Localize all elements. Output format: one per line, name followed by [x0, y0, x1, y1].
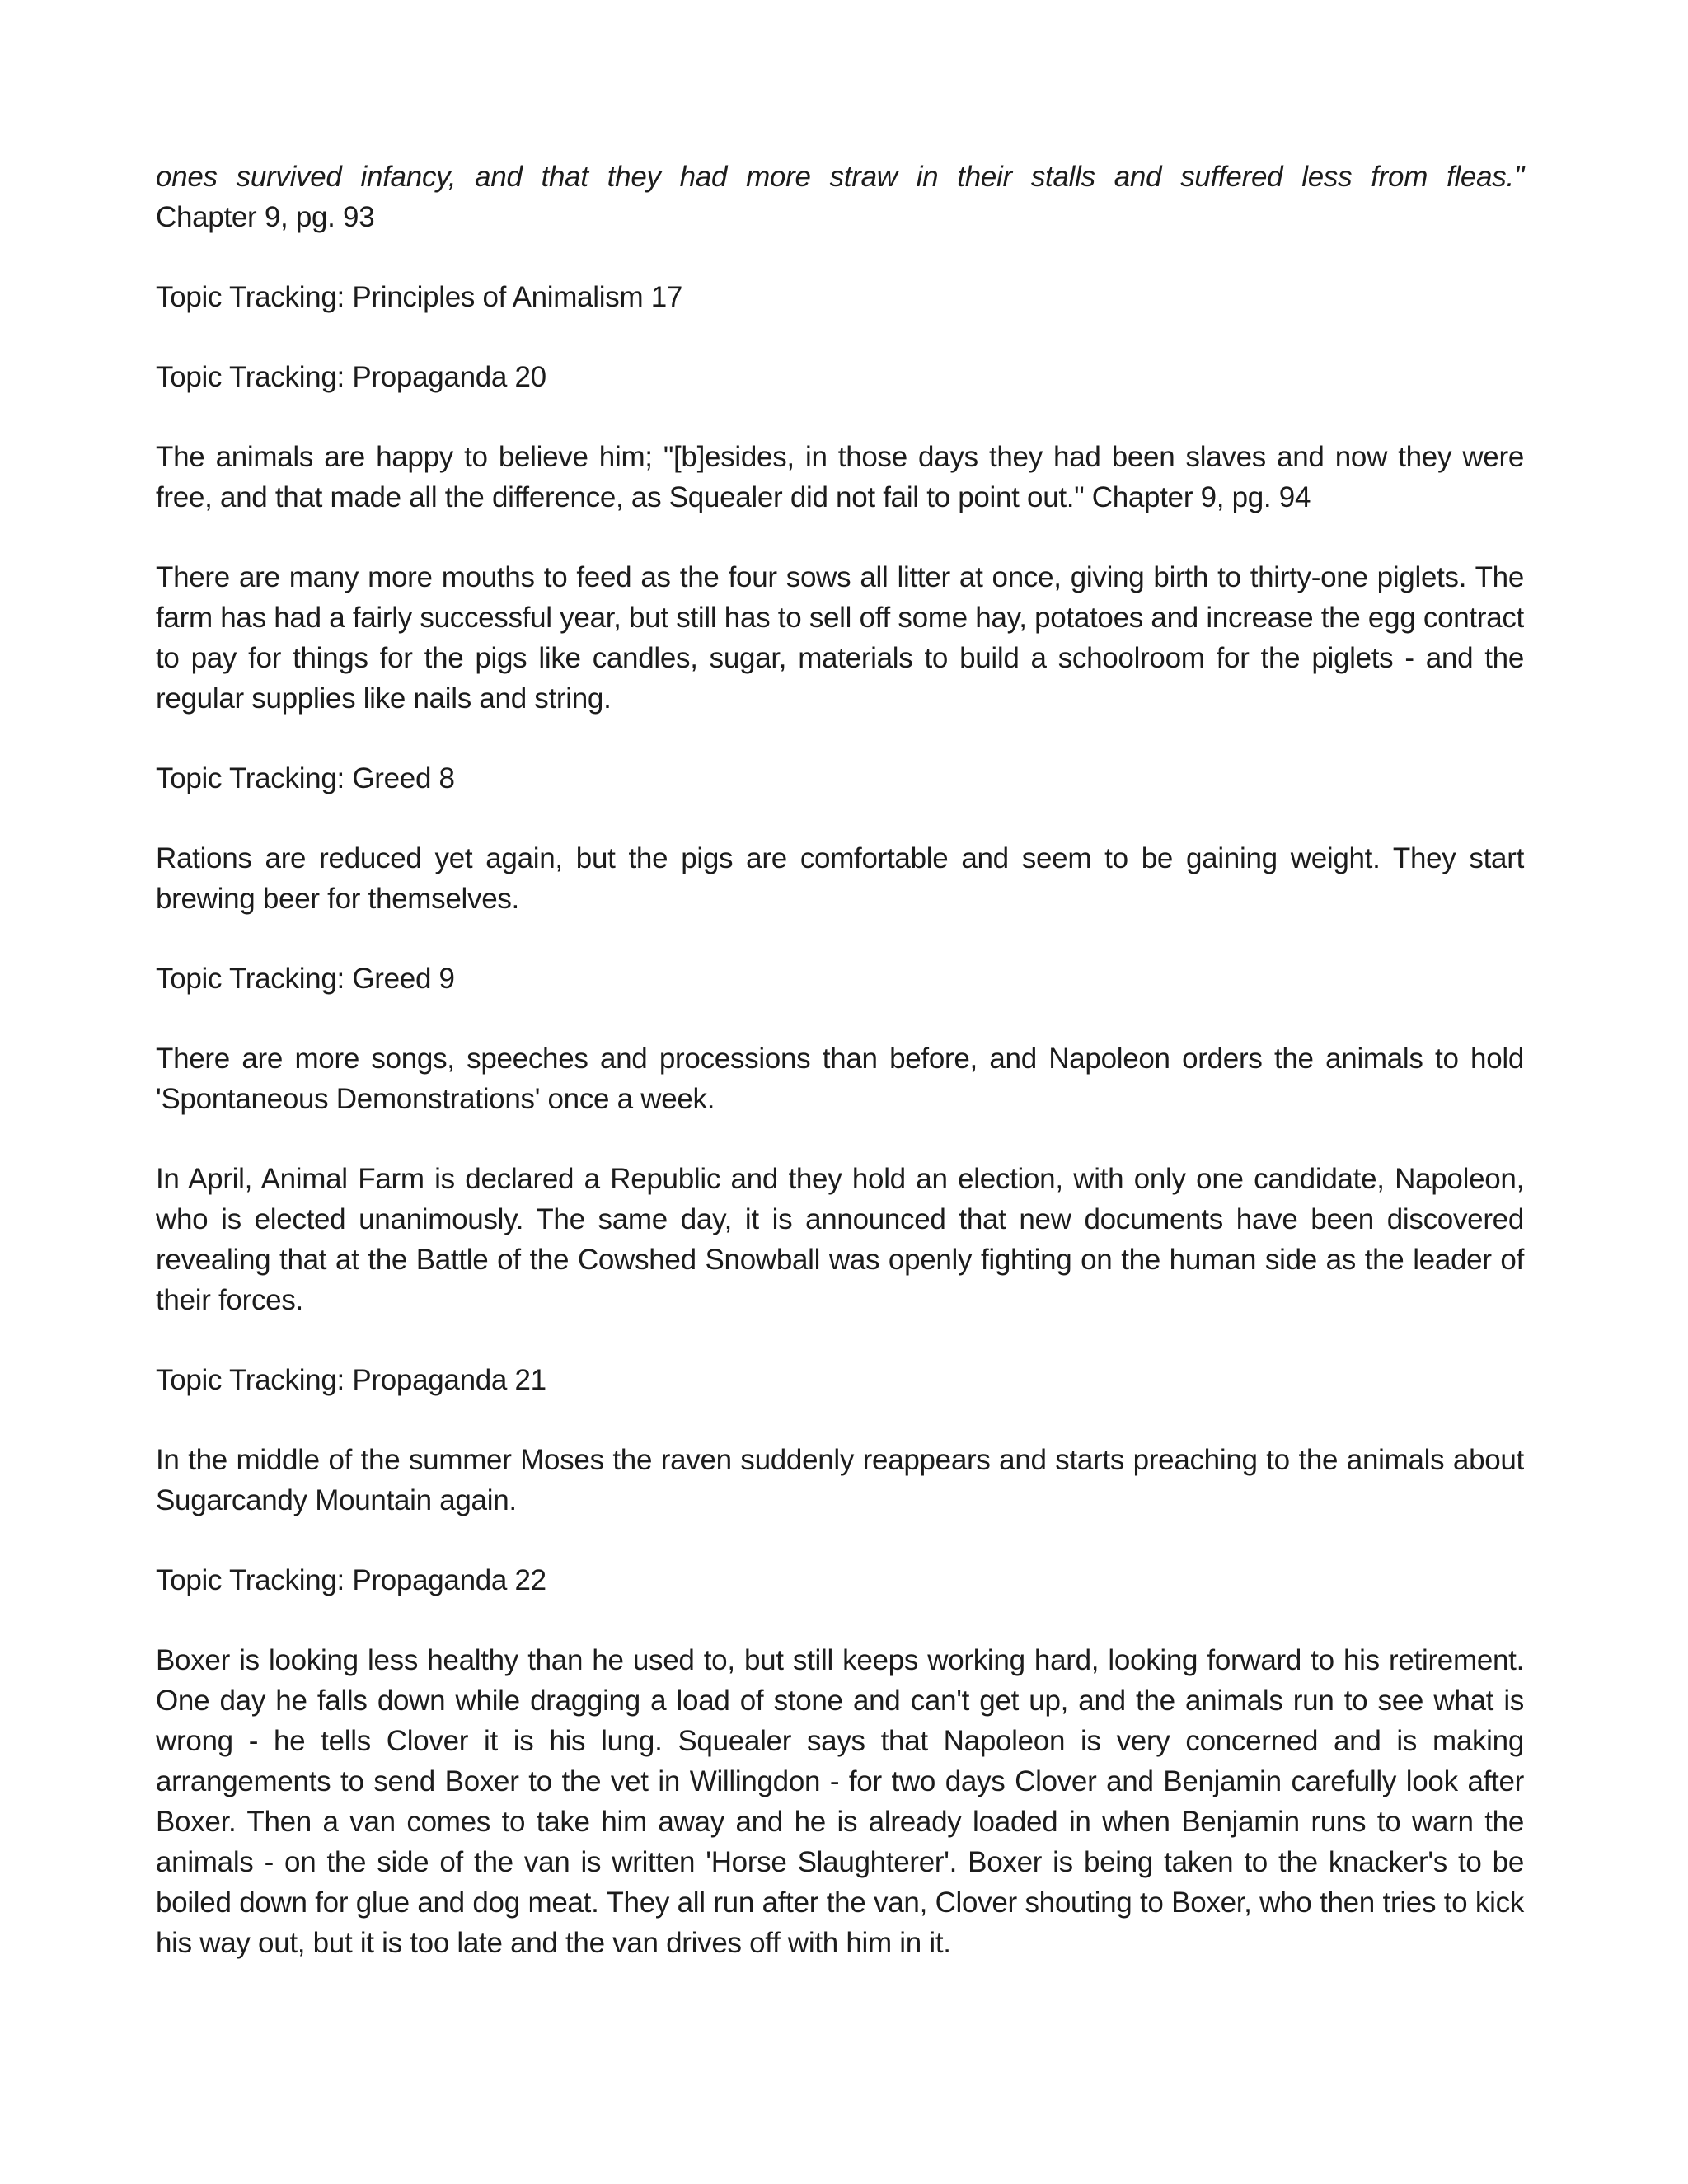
- topic-tracking-line: Topic Tracking: Greed 8: [156, 762, 455, 794]
- body-paragraph: There are many more mouths to feed as the four sows all litter at once, giving birth to thirty-one piglets. The farm has had a fairly successful year, but still has to sell off some hay, potatoes and increase the egg contract to pay for things for the pigs like candles, sugar, materials to build a schoolroom for the piglets - and the regular supplies like nails and string.: [156, 561, 1524, 715]
- body-paragraph: In the middle of the summer Moses the raven suddenly reappears and starts preaching to the animals about Sugarcandy Mountain again.: [156, 1444, 1524, 1516]
- quote-citation: Chapter 9, pg. 93: [156, 201, 375, 233]
- topic-tracking-line: Topic Tracking: Propaganda 21: [156, 1364, 546, 1396]
- body-paragraph: There are more songs, speeches and processions than before, and Napoleon orders the animals to hold 'Spontaneous Demonstrations' once a week.: [156, 1043, 1524, 1115]
- body-paragraph: Boxer is looking less healthy than he used to, but still keeps working hard, looking forward to his retirement. One day he falls down while dragging a load of stone and can't get up, and the animals run to see what is wrong - he tells Clover it is his lung. Squealer says that Napoleon is very concerned and is making arrangements to send Boxer to the vet in Willingdon - for two days Clover and Benjamin carefully look after Boxer. Then a van comes to take him away and he is already loaded in when Benjamin runs to warn the animals - on the side of the van is written 'Horse Slaughterer'. Boxer is being taken to the knacker's to be boiled down for glue and dog meat. They all run after the van, Clover shouting to Boxer, who then tries to kick his way out, but it is too late and the van drives off with him in it.: [156, 1644, 1524, 1959]
- topic-tracking-line: Topic Tracking: Greed 9: [156, 963, 455, 995]
- topic-tracking-line: Topic Tracking: Propaganda 22: [156, 1564, 546, 1596]
- body-paragraph: The animals are happy to believe him; "[b]esides, in those days they had been slaves and now they were free, and that made all the difference, as Squealer did not fail to point out." Chapter 9, pg. 94: [156, 441, 1524, 513]
- quote-text: ones survived infancy, and that they had more straw in their stalls and suffered less from fleas.": [156, 161, 1524, 193]
- topic-tracking-line: Topic Tracking: Principles of Animalism 17: [156, 281, 683, 313]
- document-page: [156, 157, 1524, 2003]
- body-paragraph: In April, Animal Farm is declared a Republic and they hold an election, with only one candidate, Napoleon, who is elected unanimously. The same day, it is announced that new documents have been discovered revealing that at the Battle of the Cowshed Snowball was openly fighting on the human side as the leader of their forces.: [156, 1163, 1524, 1316]
- body-paragraph: Rations are reduced yet again, but the pigs are comfortable and seem to be gaining weight. They start brewing beer for themselves.: [156, 842, 1524, 915]
- topic-tracking-line: Topic Tracking: Propaganda 20: [156, 361, 546, 393]
- quote-paragraph: [156, 157, 1524, 237]
